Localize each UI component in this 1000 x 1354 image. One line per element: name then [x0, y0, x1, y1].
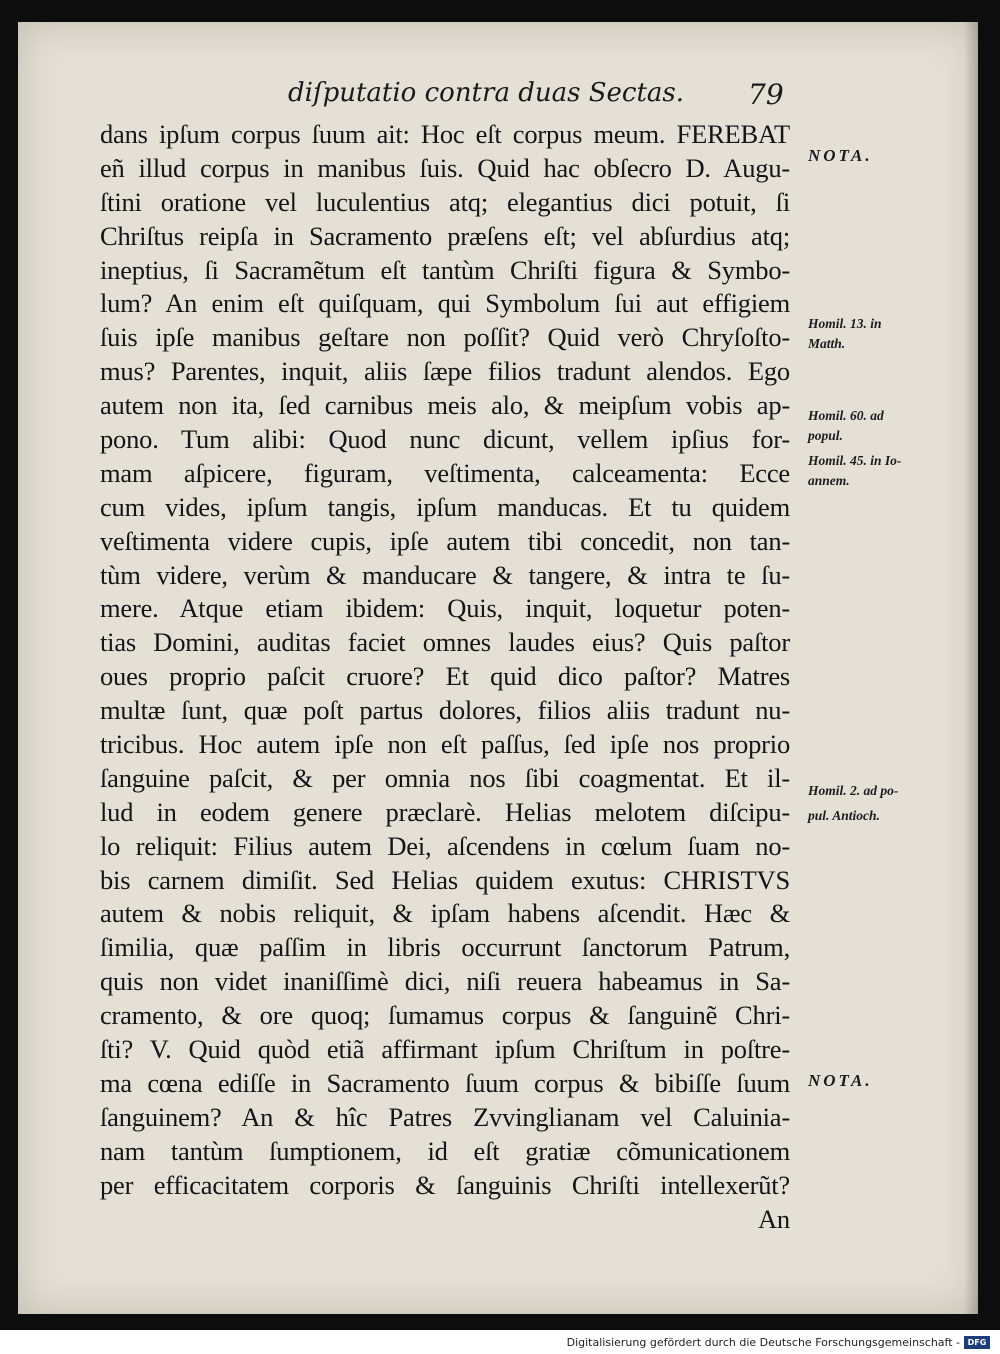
text-line: lud in eodem genere præclarè. Helias melotem diſcipu- [100, 796, 790, 827]
text-line: lo reliquit: Filius autem Dei, aſcendens in cœlum ſuam no- [100, 830, 790, 861]
margin-note-nota: NOTA. [808, 146, 873, 165]
book-page [18, 22, 978, 1314]
text-line: pono. Tum alibi: Quod nunc dicunt, vellem ipſius for- [100, 424, 790, 455]
text-line: tùm videre, verùm & manducare & tangere, & intra te ſu- [100, 559, 790, 590]
text-line: tias Domini, auditas faciet omnes laudes eius? Quis paſtor [100, 627, 790, 658]
dfg-logo: DFG [964, 1336, 990, 1349]
catchword: An [758, 1203, 790, 1234]
funding-credit: Digitalisierung gefördert durch die Deutsche Forschungsgemeinschaft - [566, 1336, 960, 1349]
text-line: eñ illud corpus in manibus ſuis. Quid hac obſecro D. Augu- [100, 152, 790, 183]
body-text [100, 118, 790, 1236]
margin-note-reference: Matth. [808, 336, 846, 351]
text-line: ma cœna ediſſe in Sacramento ſuum corpus & bibiſſe ſuum [100, 1067, 790, 1098]
text-line: tricibus. Hoc autem ipſe non eſt paſſus, ſed ipſe nos proprio [100, 729, 790, 760]
text-line: lum? An enim eſt quiſquam, qui Symbolum ſui aut effigiem [100, 288, 790, 319]
text-line: mere. Atque etiam ibidem: Quis, inquit, loquetur poten- [100, 593, 790, 624]
margin-note-reference: pul. Antioch. [808, 808, 880, 823]
text-line: ſti? V. Quid quòd etiã affirmant ipſum Chriſtum in poſtre- [100, 1034, 790, 1065]
text-line: oues proprio paſcit cruore? Et quid dico paſtor? Matres [100, 661, 790, 692]
text-line: ſanguinem? An & hîc Patres Zvvinglianam vel Caluinia- [100, 1101, 790, 1132]
text-line: ſimilia, quæ paſſim in libris occurrunt ſanctorum Patrum, [100, 932, 790, 963]
page-number: 79 [748, 78, 784, 111]
text-line: autem non ita, ſed carnibus meis alo, & meipſum vobis ap- [100, 390, 790, 421]
margin-note-reference: Homil. 45. in Io- [808, 453, 902, 468]
text-line: Chriſtus reipſa in Sacramento præſens eſt; vel abſurdius atq; [100, 220, 790, 251]
text-line: nam tantùm ſumptionem, id eſt gratiæ cõmunicationem [100, 1135, 790, 1166]
text-line: ſanguine paſcit, & per omnia nos ſibi coagmentat. Et il- [100, 762, 790, 793]
text-line: multæ ſunt, quæ poſt partus dolores, filios aliis tradunt nu- [100, 695, 790, 726]
text-line: cum vides, ipſum tangis, ipſum manducas. Et tu quidem [100, 491, 790, 522]
margin-note-reference: popul. [808, 428, 843, 443]
text-line: mam aſpicere, figuram, veſtimenta, calceamenta: Ecce [100, 457, 790, 488]
text-line: ſuis ipſe manibus geſtare non poſſit? Quid verò Chryſoſto- [100, 322, 790, 353]
margin-note-reference: annem. [808, 473, 850, 488]
text-line: bis carnem dimiſit. Sed Helias quidem exutus: CHRISTVS [100, 864, 790, 895]
text-line: dans ipſum corpus ſuum ait: Hoc eſt corpus meum. FEREBAT [100, 119, 790, 149]
margin-note-reference: Homil. 13. in [808, 316, 882, 331]
text-line: cramento, & ore quoq; ſumamus corpus & ſanguinẽ Chri- [100, 1000, 790, 1031]
margin-note-reference: Homil. 60. ad [808, 408, 884, 423]
text-line: quis non videt inaniſſimè dici, niſi reuera habeamus in Sa- [100, 966, 790, 997]
running-title: diſputatio contra duas Sectas. [288, 78, 685, 108]
text-line: mus? Parentes, inquit, aliis ſæpe filios tradunt alendos. Ego [100, 356, 790, 387]
margin-note-reference: Homil. 2. ad po- [808, 783, 899, 798]
text-line: per efficacitatem corporis & ſanguinis Chriſti intellexerũt? [100, 1169, 790, 1200]
margin-note-nota: NOTA. [808, 1071, 873, 1090]
text-line: veſtimenta videre cupis, ipſe autem tibi concedit, non tan- [100, 525, 790, 556]
text-line: ſtini oratione vel luculentius atq; elegantius dici potuit, ſi [100, 186, 790, 217]
text-line: autem & nobis reliquit, & ipſam habens aſcendit. Hæc & [100, 898, 790, 929]
text-line: ineptius, ſi Sacramẽtum eſt tantùm Chriſti figura & Symbo- [100, 254, 790, 285]
